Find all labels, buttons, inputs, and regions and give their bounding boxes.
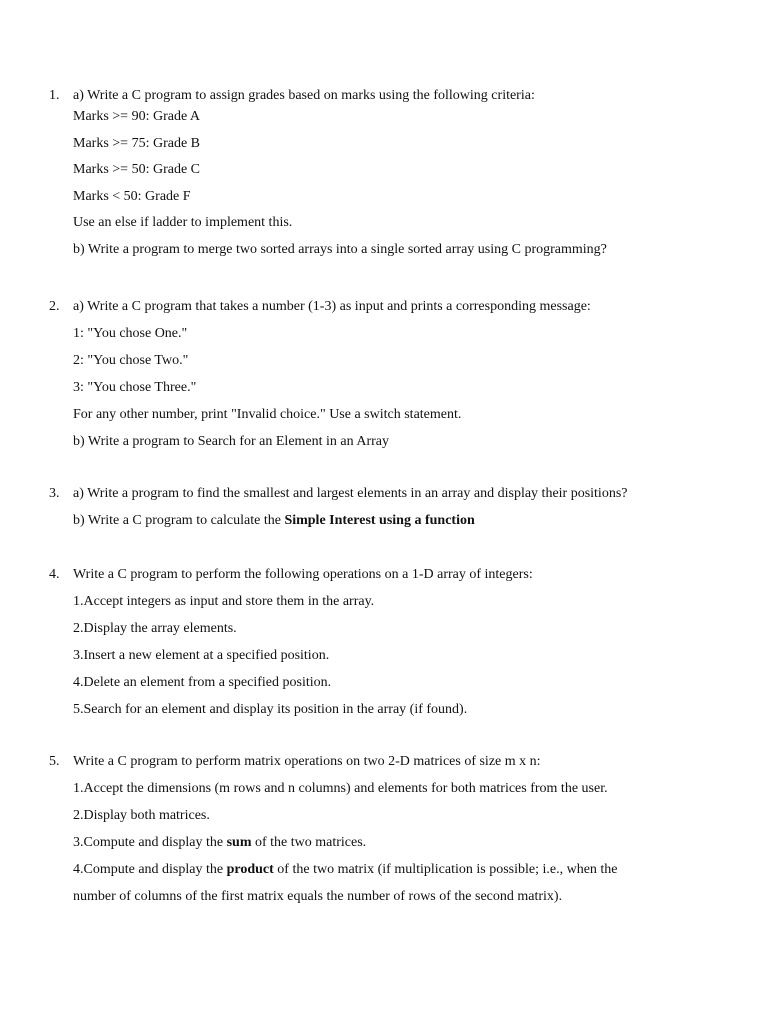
question-text: b) Write a C program to calculate the	[73, 513, 285, 528]
question-line: 3: "You chose Three."	[73, 380, 197, 395]
question-line	[73, 513, 475, 529]
question-line: b) Write a program to merge two sorted arrays into a single sorted array using C programming?	[73, 242, 607, 257]
question-line: b) Write a program to Search for an Element in an Array	[73, 434, 390, 449]
question-line: Marks >= 50: Grade C	[73, 162, 200, 177]
question-line: Marks < 50: Grade F	[73, 189, 191, 204]
question-number: 2.	[49, 299, 60, 314]
question-line: For any other number, print "Invalid choice." Use a switch statement.	[73, 407, 462, 422]
question-line: Use an else if ladder to implement this.	[73, 215, 293, 230]
question-line: a) Write a C program that takes a number (1-3) as input and prints a corresponding message:	[73, 299, 591, 314]
question-number: 3.	[49, 486, 60, 501]
question-line: 5.Search for an element and display its position in the array (if found).	[73, 702, 468, 717]
question-bold-text: product	[226, 862, 274, 877]
question-text: of the two matrix (if multiplication is possible; i.e., when the	[273, 862, 618, 877]
question-line: Marks >= 90: Grade A	[73, 109, 200, 124]
question-line: 4.Delete an element from a specified position.	[73, 675, 332, 690]
question-line: 1.Accept integers as input and store them in the array.	[73, 594, 375, 609]
question-number: 1.	[49, 88, 60, 103]
question-line: 2.Display both matrices.	[73, 808, 210, 823]
question-line: 1.Accept the dimensions (m rows and n columns) and elements for both matrices from the user.	[73, 781, 608, 796]
question-line	[73, 835, 366, 851]
question-bold-text: sum	[226, 835, 252, 850]
question-line: 1: "You chose One."	[73, 326, 188, 341]
question-text: of the two matrices.	[251, 835, 367, 850]
question-line	[73, 862, 618, 878]
question-number: 5.	[49, 754, 60, 769]
question-line: a) Write a C program to assign grades based on marks using the following criteria:	[73, 88, 535, 103]
question-text: 4.Compute and display the	[73, 862, 227, 877]
question-line: 3.Insert a new element at a specified position.	[73, 648, 330, 663]
question-line: Marks >= 75: Grade B	[73, 136, 200, 151]
question-number: 4.	[49, 567, 60, 582]
question-line: Write a C program to perform the following operations on a 1-D array of integers:	[73, 567, 533, 582]
question-line: a) Write a program to find the smallest and largest elements in an array and display their positions?	[73, 486, 628, 501]
question-line: Write a C program to perform matrix operations on two 2-D matrices of size m x n:	[73, 754, 541, 769]
question-text: 3.Compute and display the	[73, 835, 227, 850]
question-line: number of columns of the first matrix equals the number of rows of the second matrix).	[73, 889, 563, 904]
question-line: 2.Display the array elements.	[73, 621, 237, 636]
question-bold-text: Simple Interest using a function	[284, 513, 475, 528]
question-line: 2: "You chose Two."	[73, 353, 189, 368]
